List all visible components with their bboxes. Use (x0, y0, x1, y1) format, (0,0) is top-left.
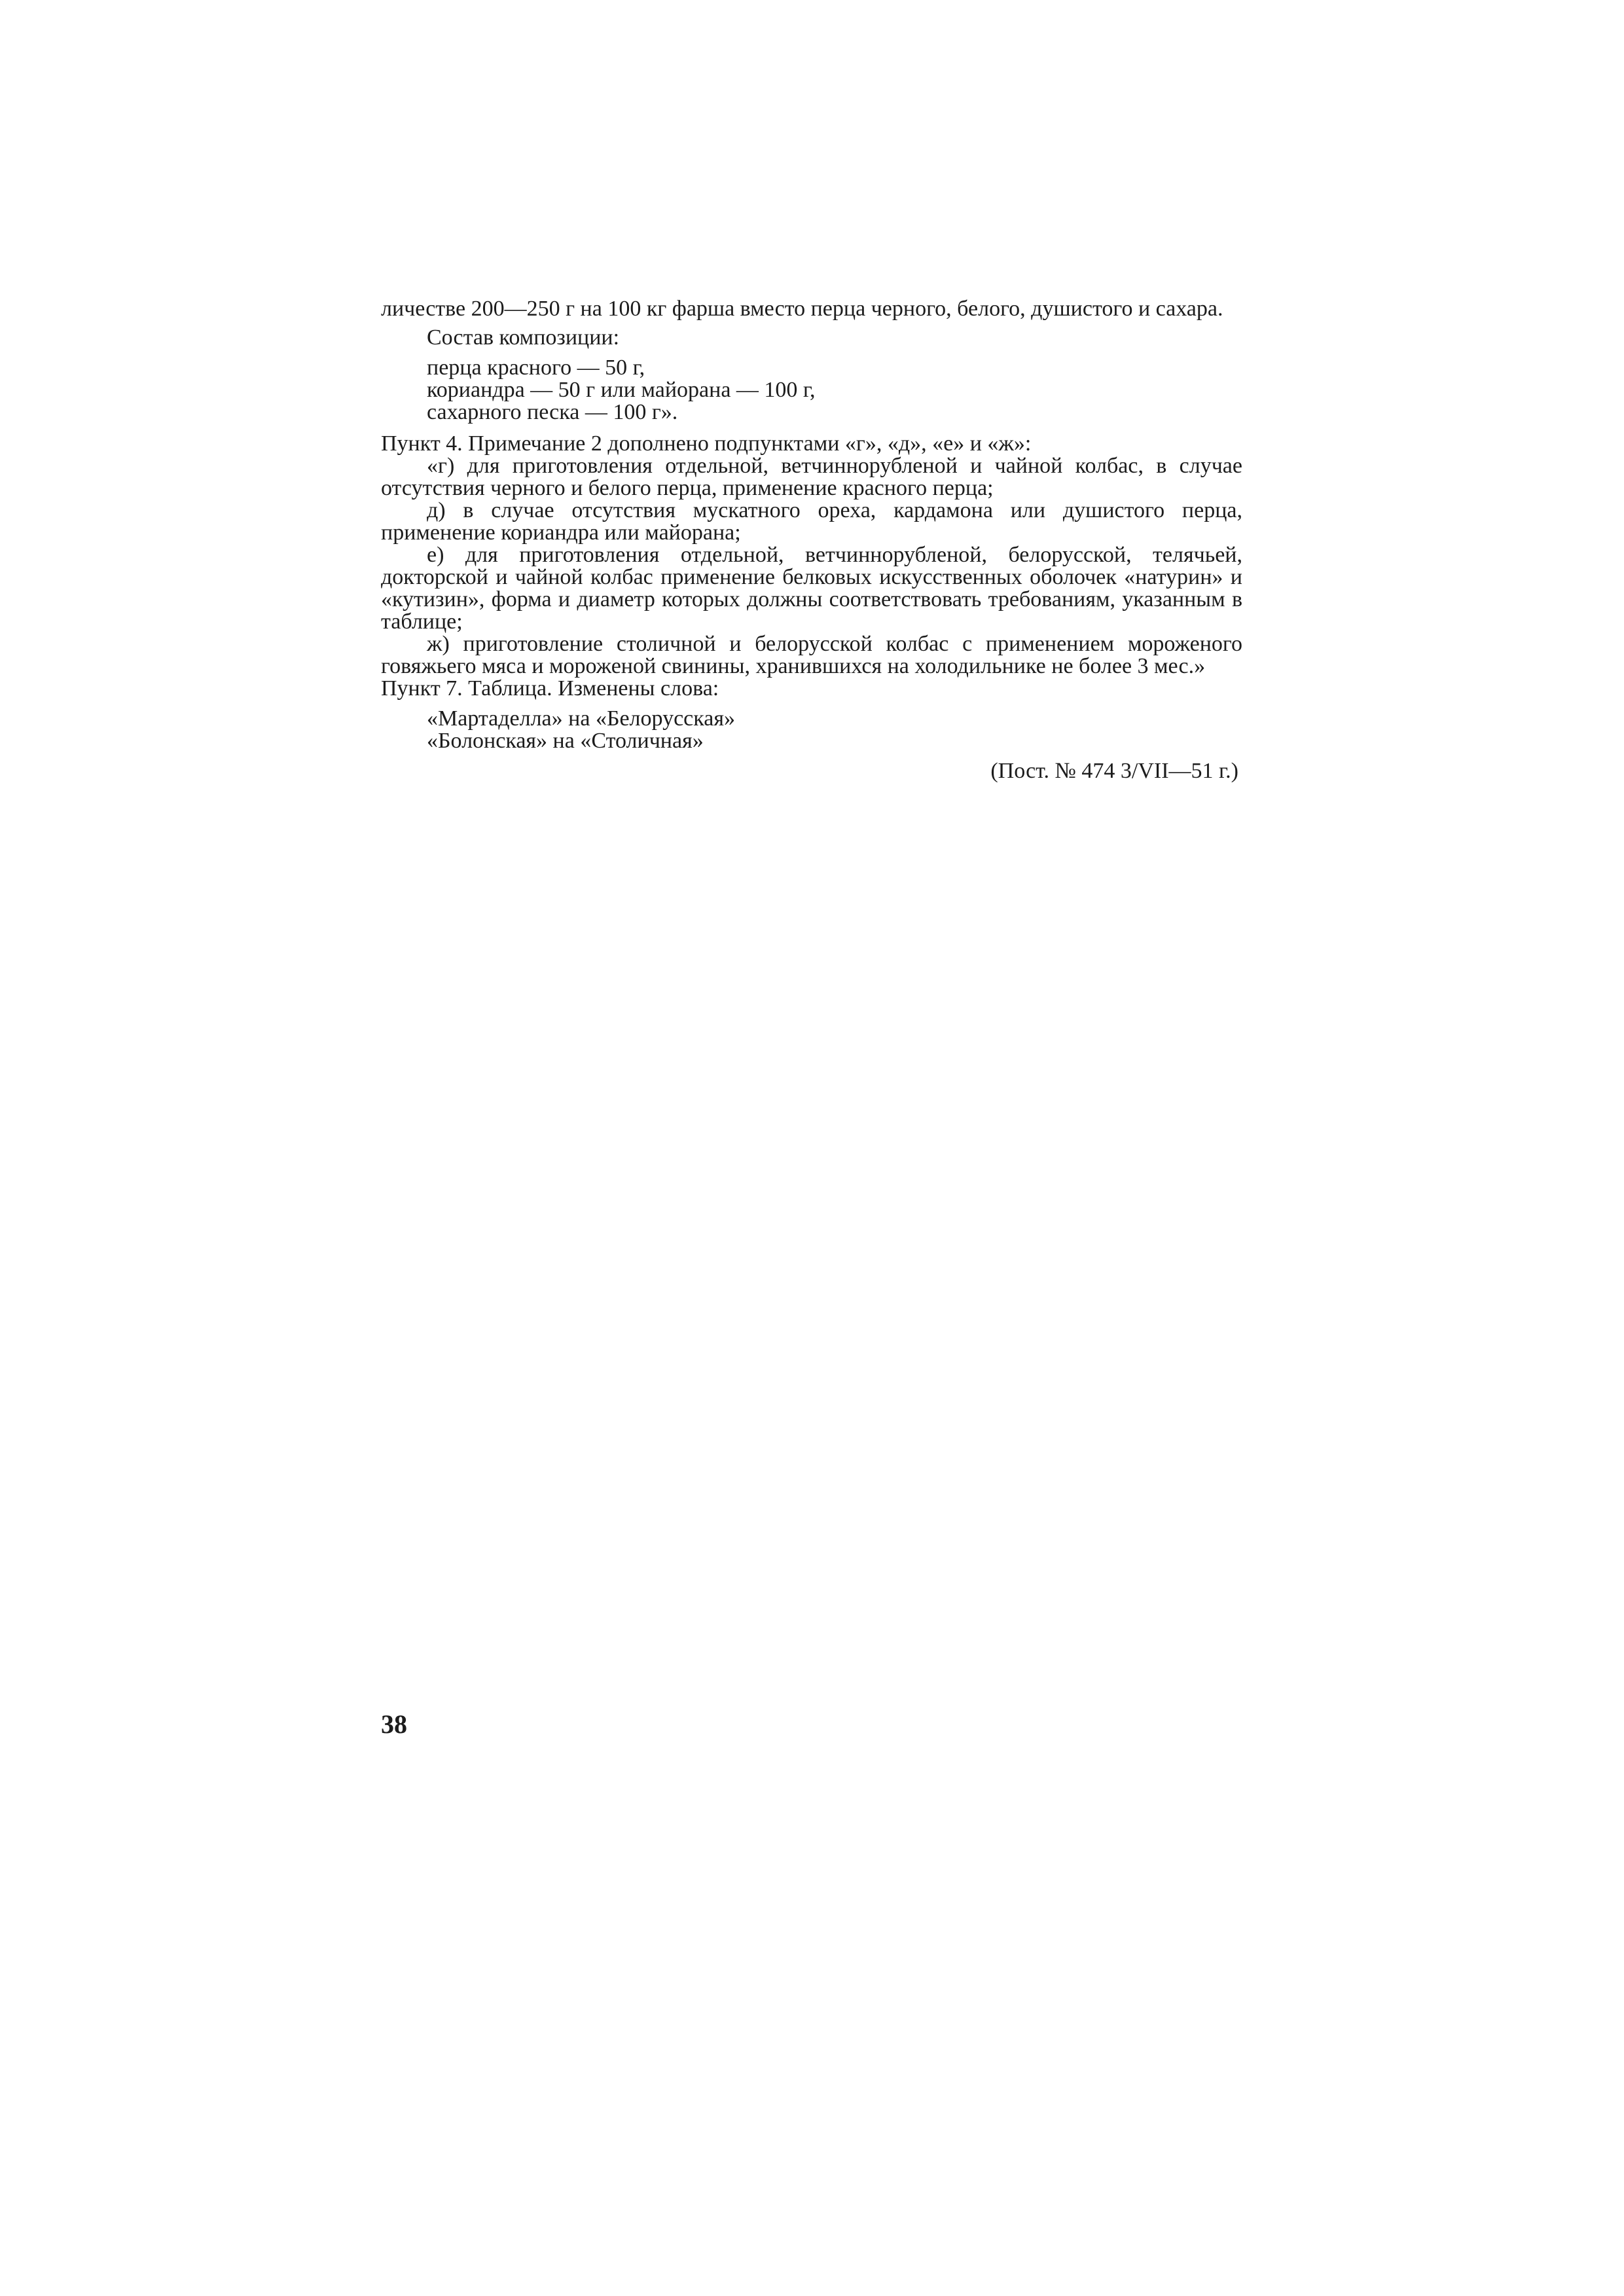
point-4-item-g: «г) для приготовления отдельной, ветчиннорубленой и чайной колбас, в случае отсутствия черного и белого перца, применение красного перца; (381, 454, 1242, 500)
point-4-item-d: д) в случае отсутствия мускатного ореха, кардамона или душистого перца, применение кориандра или майорана; (381, 498, 1242, 545)
point-4-list (381, 455, 1242, 678)
point-7-list (381, 708, 1242, 752)
intro-paragraph: личестве 200—250 г на 100 кг фарша вместо перца черного, белого, душистого и сахара. (381, 297, 1223, 321)
point-4-item-zh: ж) приготовление столичной и белорусской колбас с применением мороженого говяжьего мяса и мороженой свинины, хранившихся на холодильнике не более 3 мес.» (381, 632, 1242, 678)
composition-list (381, 357, 1242, 424)
point-4-item-e: е) для приготовления отдельной, ветчиннорубленой, белорусской, телячьей, докторской и чайной колбас применение белковых искусственных оболочек «натурин» и «кутизин», форма и диаметр которых должны соответствовать требованиям, указанным в таблице; (381, 543, 1242, 634)
point-7-item: «Мартаделла» на «Белорусская» (427, 706, 735, 731)
composition-heading: Состав композиции: (427, 325, 620, 350)
point-7-item: «Болонская» на «Столичная» (427, 729, 704, 753)
composition-item: кориандра — 50 г или майорана — 100 г, (427, 378, 816, 402)
document-body (381, 298, 1242, 782)
page-number: 38 (381, 1709, 407, 1739)
composition-item: сахарного песка — 100 г». (427, 400, 678, 424)
composition-item: перца красного — 50 г, (427, 355, 645, 380)
resolution-reference: (Пост. № 474 3/VII—51 г.) (990, 759, 1238, 783)
point-4-heading: Пункт 4. Примечание 2 дополнено подпунктами «г», «д», «е» и «ж»: (381, 431, 1032, 456)
point-7-heading: Пункт 7. Таблица. Изменены слова: (381, 676, 719, 701)
